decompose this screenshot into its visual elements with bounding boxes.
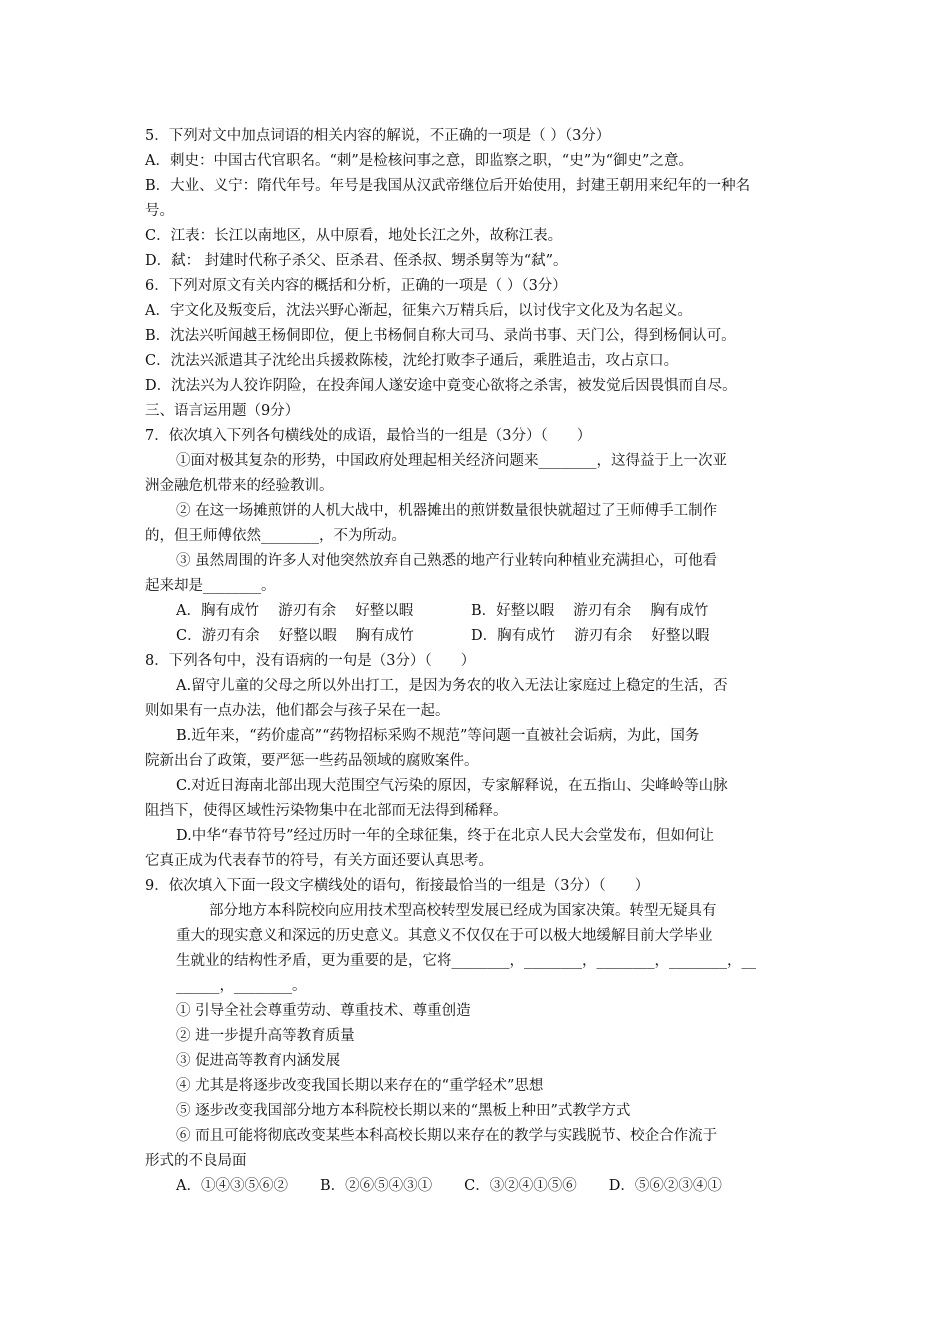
q8-option-b-line1: B.近年来，“药价虚高”“药物招标采购不规范”等问题一直被社会诟病，为此，国务	[176, 728, 700, 744]
q9-passage-line4: ______，________。	[176, 978, 307, 994]
q9-option-d: D．⑤⑥②③④①	[608, 1178, 722, 1194]
q9-item-1: ① 引导全社会尊重劳动、尊重技术、尊重创造	[176, 1003, 471, 1019]
section-heading: 三、语言运用题（9分）	[145, 403, 300, 419]
q7-sentence2-line1: ② 在这一场摊煎饼的人机大战中，机器摊出的煎饼数量很快就超过了王师傅手工制作	[176, 503, 718, 519]
q8-option-a-line2: 则如果有一点办法，他们都会与孩子呆在一起。	[145, 703, 450, 719]
q8-option-c-line1: C.对近日海南北部出现大范围空气污染的原因，专家解释说，在五指山、尖峰岭等山脉	[176, 778, 728, 794]
q9-passage-line1: 部分地方本科院校向应用技术型高校转型发展已经成为国家决策。转型无疑具有	[209, 903, 717, 919]
q8-option-c-line2: 阻挡下，使得区域性污染物集中在北部而无法得到稀释。	[145, 803, 508, 819]
q6-option-b: B．沈法兴听闻越王杨侗即位，便上书杨侗自称大司马、录尚书事、天门公，得到杨侗认可。	[145, 328, 736, 344]
q7-sentence3-line2: 起来却是________。	[145, 578, 276, 594]
q5-option-b-line2: 号。	[145, 203, 174, 219]
q7-option-d: D．胸有成竹 游刃有余 好整以暇	[471, 628, 710, 644]
q5-option-c: C．江表：长江以南地区，从中原看，地处长江之外，故称江表。	[145, 228, 563, 244]
q7-choices-row2	[145, 624, 810, 649]
q7-sentence3-line1: ③ 虽然周围的许多人对他突然放弃自己熟悉的地产行业转向种植业充满担心，可他看	[176, 553, 718, 569]
q9-item-6-line2: 形式的不良局面	[145, 1153, 247, 1169]
q7-option-b: B．好整以暇 游刃有余 胸有成竹	[471, 603, 709, 619]
q7-option-c: C．游刃有余 好整以暇 胸有成竹	[176, 628, 414, 644]
q9-item-3: ③ 促进高等教育内涵发展	[176, 1053, 341, 1069]
q9-option-c: C．③②④①⑤⑥	[464, 1178, 577, 1194]
q9-option-b: B．②⑥⑤④③①	[319, 1178, 433, 1194]
q7-stem: 7．依次填入下列各句横线处的成语，最恰当的一组是（3分）（ ）	[145, 428, 592, 444]
q8-option-b-line2: 院新出台了政策，要严惩一些药品领域的腐败案件。	[145, 753, 479, 769]
q9-item-2: ② 进一步提升高等教育质量	[176, 1028, 355, 1044]
q7-choices-row1	[145, 599, 810, 624]
q9-choices-row	[145, 1174, 810, 1199]
q9-item-6-line1: ⑥ 而且可能将彻底改变某些本科高校长期以来存在的教学与实践脱节、校企合作流于	[176, 1128, 718, 1144]
q6-option-c: C．沈法兴派遣其子沈纶出兵援救陈棱，沈纶打败李子通后，乘胜追击，攻占京口。	[145, 353, 679, 369]
q8-option-d-line2: 它真正成为代表春节的符号，有关方面还要认真思考。	[145, 853, 493, 869]
q6-option-a: A．宇文化及叛变后，沈法兴野心渐起，征集六万精兵后，以讨伐宇文化及为名起义。	[145, 303, 692, 319]
q9-passage-line3: 生就业的结构性矛盾，更为重要的是，它将________，________，________，________，__	[176, 953, 756, 969]
exam-page	[145, 124, 810, 1199]
q7-option-a: A．胸有成竹 游刃有余 好整以暇	[176, 603, 414, 619]
q5-stem: 5．下列对文中加点词语的相关内容的解说，不正确的一项是（ ）（3分）	[145, 128, 611, 144]
q8-option-d-line1: D.中华“春节符号”经过历时一年的全球征集，终于在北京人民大会堂发布，但如何让	[176, 828, 715, 844]
q5-option-d: D．弑： 封建时代称子杀父、臣杀君、侄杀叔、甥杀舅等为“弑”。	[145, 253, 568, 269]
q9-stem: 9．依次填入下面一段文字横线处的语句，衔接最恰当的一组是（3分）（ ）	[145, 878, 650, 894]
q6-option-d: D．沈法兴为人狡诈阴险，在投奔闻人遂安途中竟变心欲将之杀害，被发觉后因畏惧而自尽。	[145, 378, 737, 394]
q9-option-a: A．①④③⑤⑥②	[176, 1178, 288, 1194]
q8-stem: 8．下列各句中，没有语病的一句是（3分）（ ）	[145, 653, 476, 669]
q9-passage-line2: 重大的现实意义和深远的历史意义。其意义不仅仅在于可以极大地缓解目前大学毕业	[176, 928, 713, 944]
q6-stem: 6．下列对原文有关内容的概括和分析，正确的一项是（ ）（3分）	[145, 278, 567, 294]
q7-sentence1-line2: 洲金融危机带来的经验教训。	[145, 478, 334, 494]
q9-item-5: ⑤ 逐步改变我国部分地方本科院校长期以来的“黑板上种田”式教学方式	[176, 1103, 631, 1119]
q5-option-a: A．刺史：中国古代官职名。“刺”是检核问事之意，即监察之职，“史”为“御史”之意。	[145, 153, 693, 169]
q7-sentence2-line2: 的，但王师傅依然________，不为所动。	[145, 528, 406, 544]
q9-item-4: ④ 尤其是将逐步改变我国长期以来存在的“重学轻术”思想	[176, 1078, 544, 1094]
q7-sentence1-line1: ①面对极其复杂的形势，中国政府处理起相关经济问题来________，这得益于上一次亚	[176, 453, 727, 469]
q5-option-b-line1: B．大业、义宁：隋代年号。年号是我国从汉武帝继位后开始使用，封建王朝用来纪年的一种名	[145, 178, 751, 194]
q8-option-a-line1: A.留守儿童的父母之所以外出打工，是因为务农的收入无法让家庭过上稳定的生活，否	[176, 678, 728, 694]
